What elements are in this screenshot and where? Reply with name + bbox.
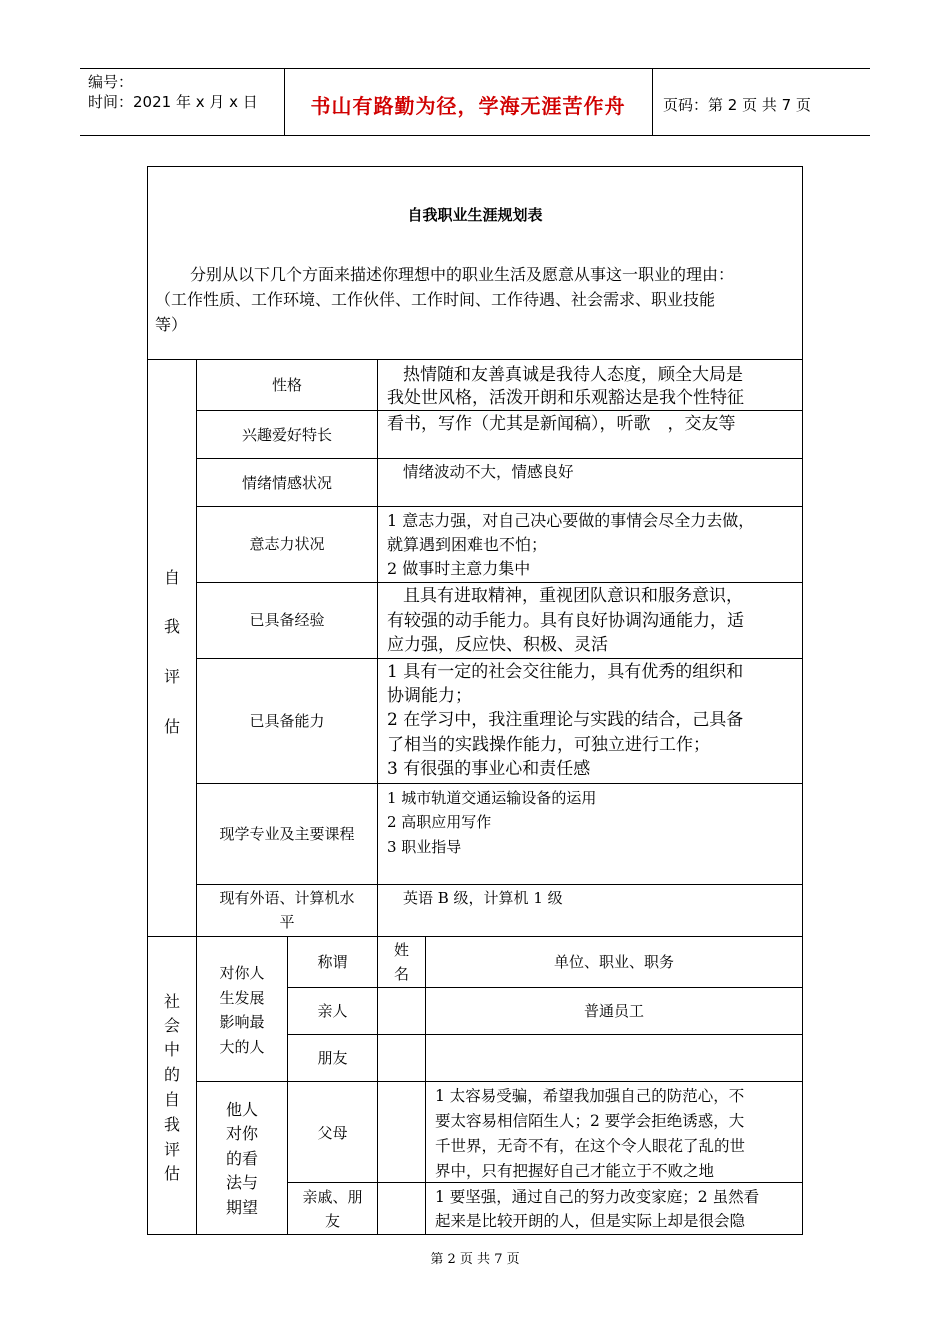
row-value-course-3: 3 职业指导 <box>387 838 462 856</box>
row-value-experience-1: 且具有进取精神，重视团队意识和服务意识， <box>403 586 743 606</box>
row-value-personality-1: 热情随和友善真诚是我待人态度，顾全大局是 <box>403 365 743 385</box>
row-value-willpower-1: 1 意志力强，对自己决心要做的事情会尽全力去做， <box>387 511 755 530</box>
row-label-major-courses: 现学专业及主要课程 <box>219 825 355 843</box>
row-value-abilities-1: 1 具有一定的社会交往能力，具有优秀的组织和 <box>387 662 744 682</box>
row-value-emotion: 情绪波动不大，情感良好 <box>403 463 574 481</box>
parents-title: 父母 <box>317 1124 348 1142</box>
row-value-interests: 看书，写作（尤其是新闻稿），听歌 ，交友等 <box>387 414 736 434</box>
row-label-personality: 性格 <box>271 376 302 394</box>
column-header-title: 称谓 <box>317 953 348 971</box>
row-value-abilities-4: 了相当的实践操作能力，可独立进行工作； <box>387 735 710 755</box>
row-value-course-1: 1 城市轨道交通运输设备的运用 <box>387 789 597 807</box>
relatives-friends-title-2: 友 <box>324 1212 340 1230</box>
row-value-experience-3: 应力强，反应快、积极、灵活 <box>387 635 608 655</box>
document-time-label: 时间：2021 年 x 月 x 日 <box>88 93 258 111</box>
column-header-organization: 单位、职业、职务 <box>553 953 674 971</box>
header-top-rule <box>80 68 870 69</box>
row-label-willpower: 意志力状况 <box>249 535 325 553</box>
row-value-willpower-3: 2 做事时主意力集中 <box>387 559 531 578</box>
row-value-abilities-3: 2 在学习中，我注重理论与实践的结合，己具备 <box>387 710 744 730</box>
parents-expectation-4: 界中，只有把握好自己才能立于不败之地 <box>435 1162 715 1180</box>
row-value-experience-2: 有较强的动手能力。具有良好协调沟通能力，适 <box>387 611 744 631</box>
header-motto: 书山有路勤为径，学海无涯苦作舟 <box>310 94 626 118</box>
row-value-willpower-2: 就算遇到困难也不怕； <box>387 535 548 554</box>
row-label-abilities: 已具备能力 <box>249 712 325 730</box>
intro-description-line-2: （工作性质、工作环境、工作伙伴、工作时间、工作待遇、社会需求、职业技能 <box>155 290 716 309</box>
parents-expectation-3: 千世界，无奇不有，在这个令人眼花了乱的世 <box>435 1137 746 1155</box>
relative-title: 亲人 <box>317 1002 348 1020</box>
intro-description-line-3: 等） <box>155 315 188 334</box>
header-bottom-rule <box>80 135 870 136</box>
parents-expectation-1: 1 太容易受骗，希望我加强自己的防范心，不 <box>435 1087 745 1105</box>
row-value-course-2: 2 高职应用写作 <box>387 813 492 831</box>
page-footer: 第 2 页 共 7 页 <box>430 1252 520 1267</box>
table-title: 自我职业生涯规划表 <box>407 206 543 224</box>
row-label-language-computer-1: 现有外语、计算机水 <box>219 889 355 907</box>
relatives-friends-expectation-1: 1 要坚强，通过自己的努力改变家庭；2 虽然看 <box>435 1188 760 1206</box>
document-number-label: 编号： <box>88 73 134 91</box>
relatives-friends-expectation-2: 起来是比较开朗的人，但是实际上却是很会隐 <box>435 1212 746 1230</box>
row-value-personality-2: 我处世风格，活泼开朗和乐观豁达是我个性特征 <box>387 388 744 408</box>
row-label-experience: 已具备经验 <box>249 611 325 629</box>
relatives-friends-title-1: 亲戚、朋 <box>302 1188 363 1206</box>
parents-expectation-2: 要太容易相信陌生人；2 要学会拒绝诱惑，大 <box>435 1112 745 1130</box>
row-value-language-computer: 英语 B 级，计算机 1 级 <box>403 889 563 907</box>
page-info: 页码：第 2 页 共 7 页 <box>663 96 811 114</box>
relative-organization: 普通员工 <box>583 1002 644 1020</box>
header-divider-right <box>652 68 653 135</box>
row-value-abilities-2: 协调能力； <box>387 686 472 706</box>
row-label-emotion: 情绪情感状况 <box>241 474 332 492</box>
row-value-abilities-5: 3 有很强的事业心和责任感 <box>387 759 591 779</box>
friend-title: 朋友 <box>317 1049 348 1067</box>
row-label-interests: 兴趣爱好特长 <box>241 426 332 444</box>
intro-description-line-1: 分别从以下几个方面来描述你理想中的职业生活及愿意从事这一职业的理由： <box>190 265 735 284</box>
row-label-language-computer-2: 平 <box>279 913 295 931</box>
